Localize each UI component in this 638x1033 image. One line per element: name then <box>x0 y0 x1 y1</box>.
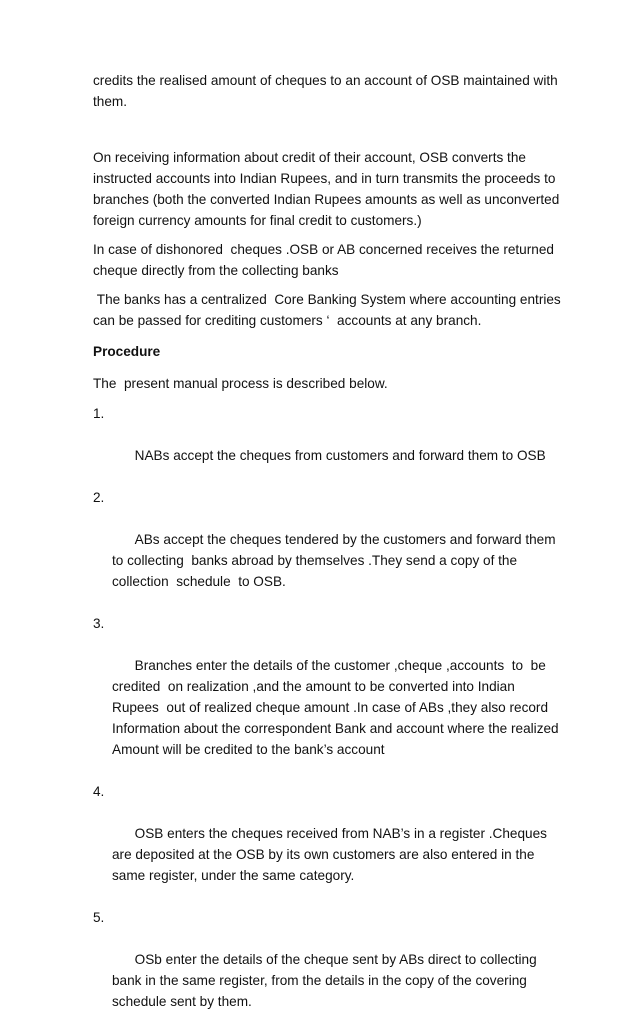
list-item <box>93 907 563 1033</box>
list-item <box>93 781 563 907</box>
paragraph-core-banking: The banks has a centralized Core Banking System where accounting entries can be passed for crediting customers ‘ accounts at any branch. <box>93 292 565 328</box>
list-item-number: 4. <box>93 784 105 799</box>
list-item <box>93 403 563 487</box>
list-item-text: ABs accept the cheques tendered by the customers and forward them to collecting banks abroad by themselves .They send a copy of the collection schedule to OSB. <box>112 532 560 589</box>
list-item-text: NABs accept the cheques from customers and forward them to OSB <box>134 448 546 463</box>
list-item <box>93 487 563 613</box>
list-item-number: 1. <box>93 406 105 421</box>
paragraph-osb-credit: credits the realised amount of cheques to an account of OSB maintained with them. <box>93 73 562 109</box>
section-heading-procedure: Procedure <box>93 344 161 359</box>
list-item-text: OSb enter the details of the cheque sent by ABs direct to collecting bank in the same register, from the details in the copy of the covering schedule sent by them. <box>112 952 541 1009</box>
paragraph-dishonored-cheques: In case of dishonored cheques .OSB or AB concerned receives the returned cheque directly from the collecting banks <box>93 242 558 278</box>
document-page <box>93 70 563 1033</box>
list-item-number: 5. <box>93 910 105 925</box>
list-item <box>93 613 563 781</box>
list-item-number: 3. <box>93 616 105 631</box>
procedure-list <box>93 403 563 1033</box>
procedure-intro: The present manual process is described below. <box>93 376 388 391</box>
list-item-text: Branches enter the details of the customer ,cheque ,accounts to be credited on realization ,and the amount to be converted into Indian Rupees out of realized cheque amount .In case of ABs ,they also record Information about the correspondent Bank and account where the realized Amount will be credited to the bank’s account <box>112 658 562 757</box>
paragraph-conversion: On receiving information about credit of their account, OSB converts the instructed accounts into Indian Rupees, and in turn transmits the proceeds to branches (both the converted Indian Rupees amounts as well as unconverted foreign currency amounts for final credit to customers.) <box>93 150 564 228</box>
list-item-text: OSB enters the cheques received from NAB’s in a register .Cheques are deposited at the OSB by its own customers are also entered in the same register, under the same category. <box>112 826 551 883</box>
list-item-number: 2. <box>93 490 105 505</box>
